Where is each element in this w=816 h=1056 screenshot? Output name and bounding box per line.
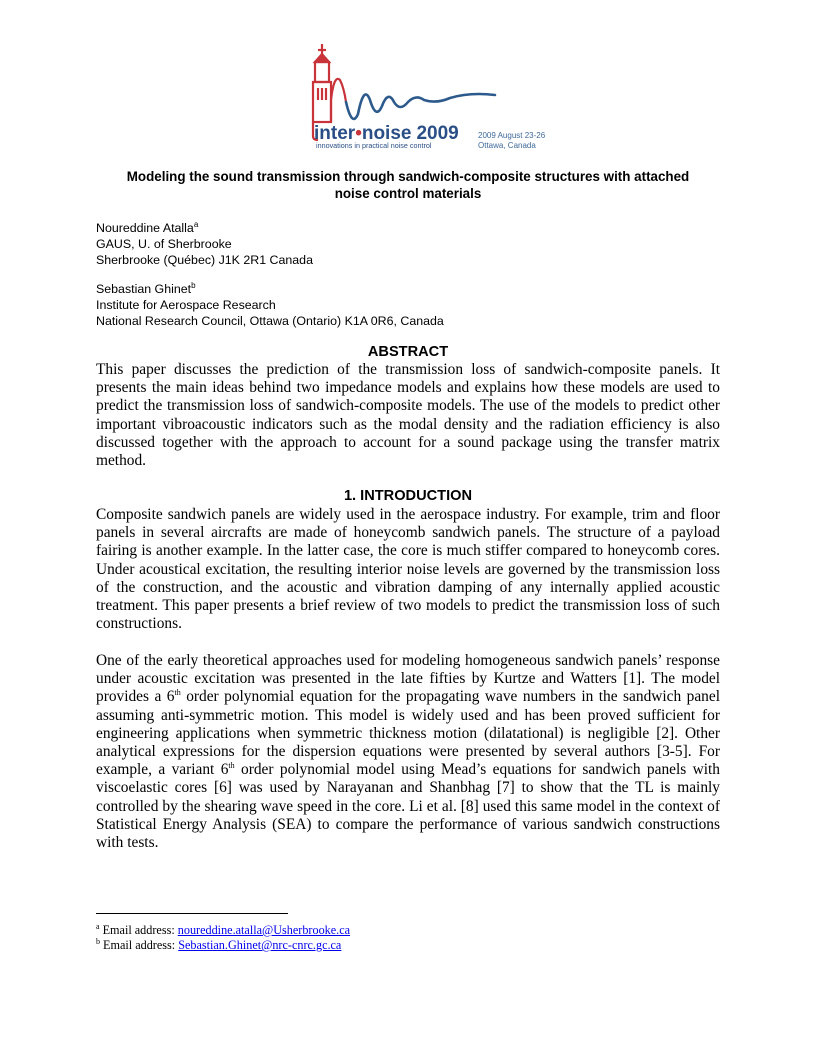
footnote-label: Email address: bbox=[102, 923, 178, 937]
footnote-b bbox=[96, 938, 341, 952]
author-footnote-mark: b bbox=[191, 280, 196, 290]
paper-title-line-1: Modeling the sound transmission through sandwich-composite structures with attached bbox=[126, 169, 690, 184]
footnote-label: Email address: bbox=[103, 938, 179, 952]
abstract-text: This paper discusses the prediction of the transmission loss of sandwich-composite panels. It presents the main ideas behind two impedance models and explains how these models are used to predict the transmission loss of sandwich-composite models. The use of the models to predict other important vibroacoustic indicators such as the modal density and the radiation efficiency is also discussed together with the approach to account for a sound package using the transfer matrix method. bbox=[96, 361, 720, 470]
introduction-heading: 1. INTRODUCTION bbox=[343, 488, 473, 504]
logo-graphic bbox=[300, 40, 560, 155]
footnote-separator bbox=[96, 913, 288, 914]
paper-title-line-2: noise control materials bbox=[334, 186, 482, 201]
author-address: Sherbrooke (Québec) J1K 2R1 Canada bbox=[96, 253, 313, 267]
footnote-mark: b bbox=[96, 936, 100, 946]
logo-tagline: innovations in practical noise control bbox=[316, 141, 432, 150]
author-block-1 bbox=[96, 220, 313, 268]
conference-location: Ottawa, Canada bbox=[478, 141, 536, 150]
superscript: th bbox=[174, 688, 181, 698]
author-footnote-mark: a bbox=[193, 219, 199, 229]
author-address: National Research Council, Ottawa (Ontario) K1A 0R6, Canada bbox=[96, 314, 444, 328]
footnote-a bbox=[96, 923, 350, 937]
conference-dates: 2009 August 23-26 bbox=[478, 131, 546, 140]
introduction-paragraph-2: One of the early theoretical approaches used for modeling homogeneous sandwich panels’ response under acoustic excitation was presented in the late fifties by Kurtze and Watters [1]. The model provides a 6th order polynomial equation for the propagating wave numbers in the sandwich panel assuming anti-symmetric motion. This model is widely used and has been proved sufficient for engineering applications when symmetric thickness motion (dilatational) is negligible [2]. Other analytical expressions for the dispersion equations were presented by several authors [3-5]. For example, a variant 6th order polynomial model using Mead’s equations for sandwich panels with viscoelastic cores [6] was used by Narayanan and Shanbhag [7] to show that the TL is mainly controlled by the shearing wave speed in the core. Li et al. [8] used this same model in the context of Statistical Energy Analysis (SEA) to compare the performance of various sandwich constructions with tests. bbox=[96, 652, 720, 852]
wave-icon bbox=[346, 94, 495, 119]
author-affiliation: GAUS, U. of Sherbrooke bbox=[96, 237, 232, 251]
logo-wordmark: inter•noise 2009 bbox=[314, 123, 459, 144]
abstract-heading: ABSTRACT bbox=[367, 344, 449, 360]
footnote-mark: a bbox=[96, 921, 100, 931]
author-name: Noureddine Atalla bbox=[96, 221, 194, 235]
author-email-link[interactable]: noureddine.atalla@Usherbrooke.ca bbox=[177, 923, 351, 937]
author-email-link[interactable]: Sebastian.Ghinet@nrc-cnrc.gc.ca bbox=[178, 938, 342, 952]
author-affiliation: Institute for Aerospace Research bbox=[96, 298, 276, 312]
paper-title bbox=[96, 168, 720, 202]
conference-logo bbox=[300, 40, 560, 155]
superscript: th bbox=[228, 761, 235, 771]
introduction-paragraph-1: Composite sandwich panels are widely used in the aerospace industry. For example, trim and floor panels in several aircrafts are made of honeycomb sandwich panels. The structure of a payload fairing is another example. In the latter case, the core is much stiffer compared to honeycomb cores. Under acoustical excitation, the resulting interior noise levels are governed by the transmission loss of the construction, and the acoustic and vibration damping of any internally applied acoustic treatment. This paper presents a brief review of two models to predict the transmission loss of such constructions. bbox=[96, 506, 720, 633]
author-name: Sebastian Ghinet bbox=[96, 282, 192, 296]
author-block-2 bbox=[96, 281, 444, 329]
